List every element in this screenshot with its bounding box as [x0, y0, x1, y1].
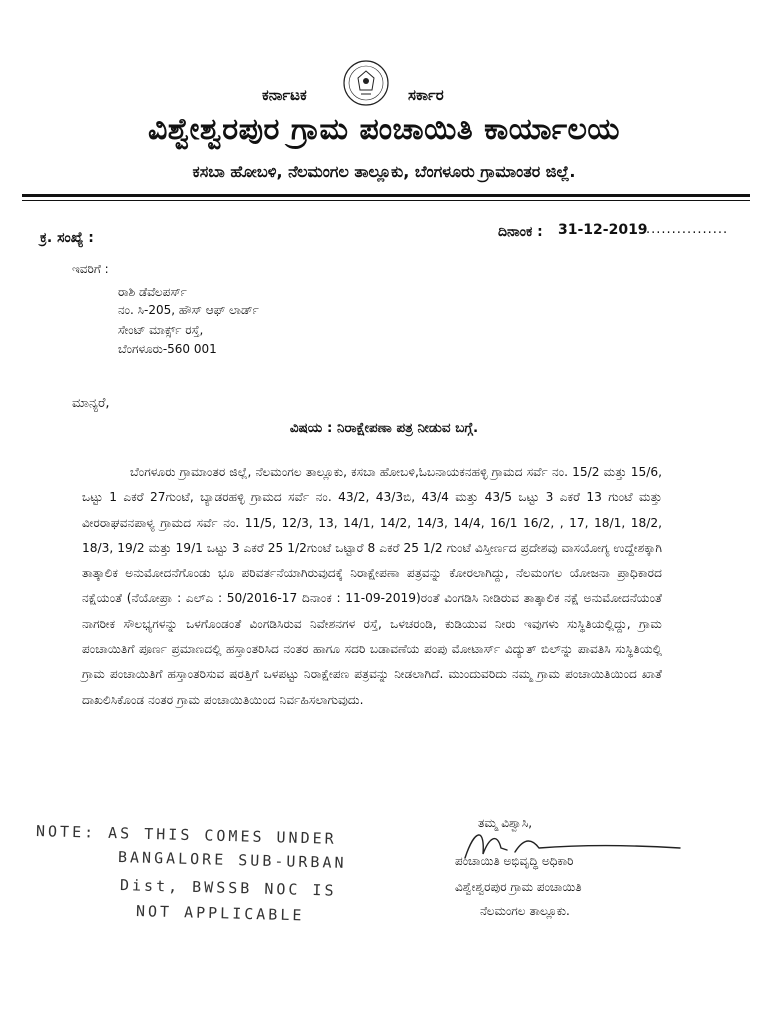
signature-designation: ಪಂಚಾಯಿತಿ ಅಭಿವೃದ್ಧಿ ಅಧಿಕಾರಿ — [455, 854, 574, 868]
date-value: 31-12-2019 — [558, 222, 648, 238]
government-left-label: ಕರ್ನಾಟಕ — [262, 86, 307, 104]
signature-closing: ತಮ್ಮ ವಿಶ್ವಾಸಿ, — [478, 816, 533, 830]
recipient-to-label: ಇವರಿಗೆ : — [72, 262, 109, 276]
header-divider-thin — [22, 200, 750, 201]
government-right-label: ಸರ್ಕಾರ — [408, 86, 444, 104]
recipient-line-2: ನಂ. ಸಿ-205, ಹೌಸ್ ಆಫ್ ಲಾರ್ಡ್ — [118, 303, 259, 317]
handwritten-note-line-4: NOT APPLICABLE — [135, 902, 305, 925]
karnataka-emblem-icon — [342, 54, 390, 112]
handwritten-note-line-2: BANGALORE SUB-URBAN — [117, 848, 347, 872]
office-address: ಕಸಬಾ ಹೋಬಳಿ, ನೆಲಮಂಗಲ ತಾಲ್ಲೂಕು, ಬೆಂಗಳೂರು ಗ್ರಾಮಾಂತರ ಜಿಲ್ಲೆ. — [192, 162, 576, 181]
recipient-line-1: ರಾಶಿ ಡೆವೆಲಪರ್ಸ್ — [118, 285, 187, 299]
recipient-line-3: ಸೇಂಟ್ ಮಾರ್ಕ್ಸ್ ರಸ್ತೆ, — [118, 323, 204, 337]
salutation: ಮಾನ್ಯರೆ, — [72, 396, 110, 411]
reference-number-label: ಕ್ರ. ಸಂಖ್ಯೆ : — [40, 230, 94, 246]
signature-taluk: ನೆಲಮಂಗಲ ತಾಲ್ಲೂಕು. — [480, 904, 570, 918]
office-title: ವಿಶ್ವೇಶ್ವರಪುರ ಗ್ರಾಮ ಪಂಚಾಯಿತಿ ಕಾರ್ಯಾಲಯ — [147, 112, 621, 147]
date-dots: ................ — [646, 222, 729, 237]
date-label: ದಿನಾಂಕ : — [498, 224, 543, 240]
signature-office: ವಿಶ್ವೇಶ್ವರಪುರ ಗ್ರಾಮ ಪಂಚಾಯಿತಿ — [455, 880, 582, 894]
recipient-line-4: ಬೆಂಗಳೂರು-560 001 — [118, 342, 217, 356]
handwritten-note-line-1: NOTE: AS THIS COMES UNDER — [35, 822, 337, 848]
letter-subject: ವಿಷಯ : ನಿರಾಕ್ಷೇಪಣಾ ಪತ್ರ ನೀಡುವ ಬಗ್ಗೆ. — [289, 420, 479, 436]
letter-body: ಬೆಂಗಳೂರು ಗ್ರಾಮಾಂತರ ಜಿಲ್ಲೆ, ನೆಲಮಂಗಲ ತಾಲ್ಲೂಕು, ಕಸಬಾ ಹೋಬಳಿ,ಓಬನಾಯಕನಹಳ್ಳಿ ಗ್ರಾಮದ ಸರ್ವೆ ನಂ. 15/2 ಮತ್ತು 15/6, ಒಟ್ಟು 1 ಎಕರೆ 27ಗುಂಟೆ, ಬ್ಯಾಡರಹಳ್ಳಿ ಗ್ರಾಮದ ಸರ್ವೆ ನಂ. 43/2, 43/3ಬಿ, 43/4 ಮತ್ತು 43/5 ಒಟ್ಟು 3 ಎಕರೆ 13 ಗುಂಟೆ ಮತ್ತು ವೀರರಾಘವನಪಾಳ್ಯ ಗ್ರಾಮದ ಸರ್ವೆ ನಂ. 11/5, 12/3, 13, 14/1, 14/2, 14/3, 14/4, 16/1 16/2, , 17, 18/1, 18/2, 18/3, 19/2 ಮತ್ತು 19/1 ಒಟ್ಟು 3 ಎಕರೆ 25 1/2ಗುಂಟೆ ಒಟ್ಟಾರೆ 8 ಎಕರೆ 25 1/2 ಗುಂಟೆ ವಿಸ್ತೀರ್ಣದ ಪ್ರದೇಶವು ವಾಸಯೋಗ್ಯ ಉದ್ದೇಶಕ್ಕಾಗಿ ತಾತ್ಕಾಲಿಕ ಅನುಮೋದನೆಗೊಂಡು ಭೂ ಪರಿವರ್ತನೆಯಾಗಿರುವುದಕ್ಕೆ ನಿರಾಕ್ಷೇಪಣಾ ಪತ್ರವನ್ನು ಕೋರಲಾಗಿದ್ದು, ನೆಲಮಂಗಲ ಯೋಜನಾ ಪ್ರಾಧಿಕಾರದ ನಕ್ಷೆಯಂತೆ (ನೆಯೋಪ್ರಾ : ಎಲ್‌ಎ : 50/2016-17 ದಿನಾಂಕ : 11-09-2019)ರಂತೆ ವಿಂಗಡಿಸಿ ನೀಡಿರುವ ತಾತ್ಕಾಲಿಕ ನಕ್ಷೆ ಅನುಮೋದನೆಯಂತೆ ನಾಗರೀಕ ಸೌಲಭ್ಯಗಳನ್ನು ಒಳಗೊಂಡಂತೆ ವಿಂಗಡಿಸಿರುವ ನಿವೇಶನಗಳ ರಸ್ತೆ, ಒಳಚರಂಡಿ, ಕುಡಿಯುವ ನೀರು ಇವುಗಳು ಸುಸ್ಥಿತಿಯಲ್ಲಿದ್ದು, ಗ್ರಾಮ ಪಂಚಾಯಿತಿಗೆ ಪೂರ್ಣ ಪ್ರಮಾಣದಲ್ಲಿ ಹಸ್ತಾಂತರಿಸಿದ ನಂತರ ಹಾಗೂ ಸದರಿ ಬಡಾವಣೆಯ ಪಂಪು ಮೋಟಾರ್ಸ್ ವಿದ್ಯುತ್ ಬಿಲ್‌ನ್ನು ಪಾವತಿಸಿ ಸುಸ್ಥಿತಿಯಲ್ಲಿ ಗ್ರಾಮ ಪಂಚಾಯಿತಿಗೆ ಹಸ್ತಾಂತರಿಸುವ ಷರತ್ತಿಗೆ ಒಳಪಟ್ಟು ನಿರಾಕ್ಷೇಪಣ ಪತ್ರವನ್ನು ನೀಡಲಾಗಿದೆ. ಮುಂದುವರಿದು ನಮ್ಮ ಗ್ರಾಮ ಪಂಚಾಯಿತಿಯಿಂದ ಖಾತೆ ದಾಖಲಿಸಿಕೊಂಡ ನಂತರ ಗ್ರಾಮ ಪಂಚಾಯಿತಿಯಿಂದ ನಿರ್ವಹಿಸಲಾಗುವುದು. — [82, 465, 662, 707]
handwritten-note-line-3: Dist, BWSSB NOC IS — [119, 876, 337, 900]
header-divider-thick — [22, 194, 750, 197]
